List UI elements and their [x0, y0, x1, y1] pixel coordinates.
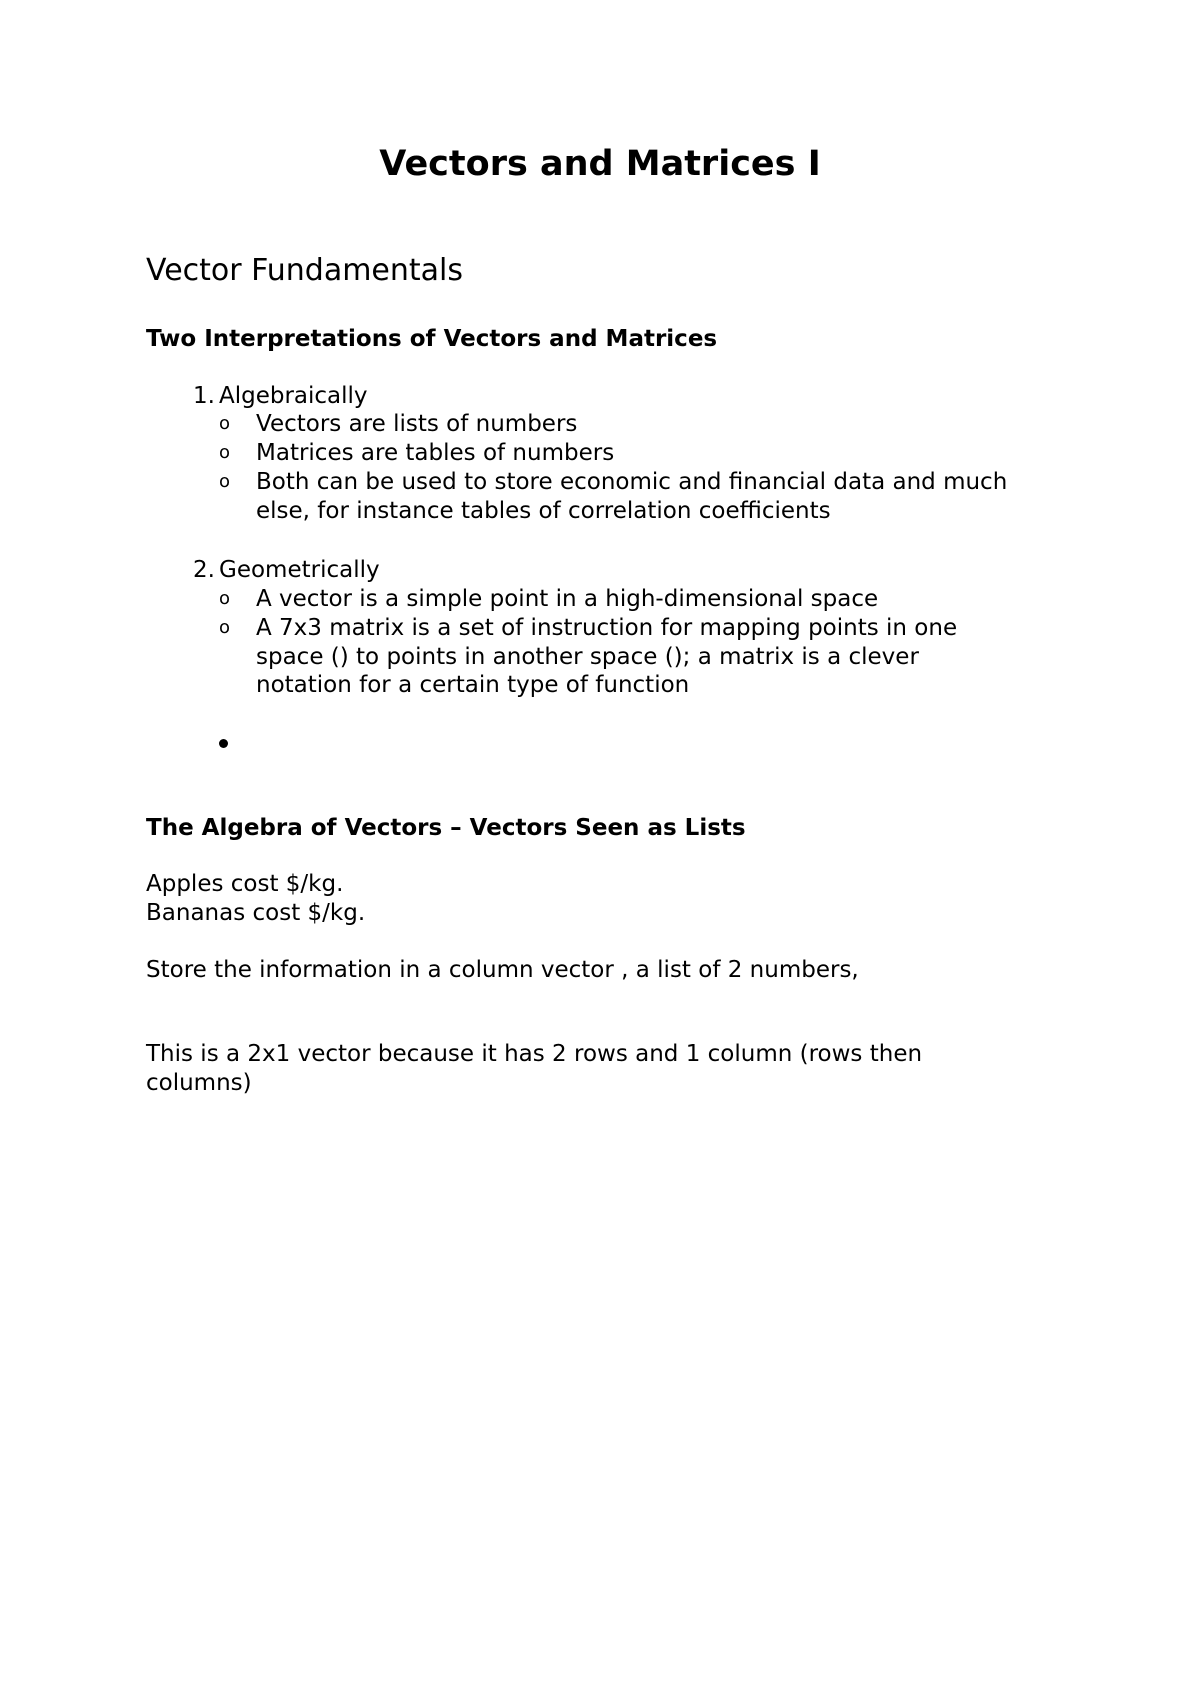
sub-bullet-text: A vector is a simple point in a high-dimensional space	[256, 586, 879, 612]
sub-bullet-marker: o	[219, 588, 231, 609]
paragraph-vector-size-continued: columns)	[146, 1070, 252, 1096]
paragraph-bananas: Bananas cost $/kg.	[146, 900, 366, 926]
sub-bullet-marker: o	[219, 617, 231, 638]
document-title: Vectors and Matrices I	[379, 144, 821, 184]
sub-bullet-marker: o	[219, 442, 231, 463]
subsection-heading-interpretations: Two Interpretations of Vectors and Matrices	[146, 326, 718, 352]
sub-bullet-text-continued: else, for instance tables of correlation coefficients	[256, 498, 831, 524]
sub-bullet-text: Both can be used to store economic and financial data and much	[256, 469, 1008, 495]
paragraph-store-info: Store the information in a column vector , a list of 2 numbers,	[146, 957, 859, 983]
paragraph-vector-size: This is a 2x1 vector because it has 2 rows and 1 column (rows then	[146, 1041, 923, 1067]
section-heading: Vector Fundamentals	[146, 253, 464, 288]
sub-bullet-text: A 7x3 matrix is a set of instruction for mapping points in one	[256, 615, 958, 641]
subsection-heading-algebra: The Algebra of Vectors – Vectors Seen as Lists	[146, 815, 746, 841]
sub-bullet-marker: o	[219, 471, 231, 492]
sub-bullet-text-continued: space () to points in another space (); a matrix is a clever	[256, 644, 919, 670]
sub-bullet-text: Vectors are lists of numbers	[256, 411, 578, 437]
list-number: 2.	[193, 557, 215, 583]
paragraph-apples: Apples cost $/kg.	[146, 871, 344, 897]
sub-bullet-marker: o	[219, 413, 231, 434]
list-item-geometrically: Geometrically	[219, 557, 380, 583]
empty-bullet	[219, 739, 228, 748]
sub-bullet-text: Matrices are tables of numbers	[256, 440, 615, 466]
list-item-algebraically: Algebraically	[219, 383, 368, 409]
list-number: 1.	[193, 383, 215, 409]
sub-bullet-text-continued: notation for a certain type of function	[256, 672, 690, 698]
